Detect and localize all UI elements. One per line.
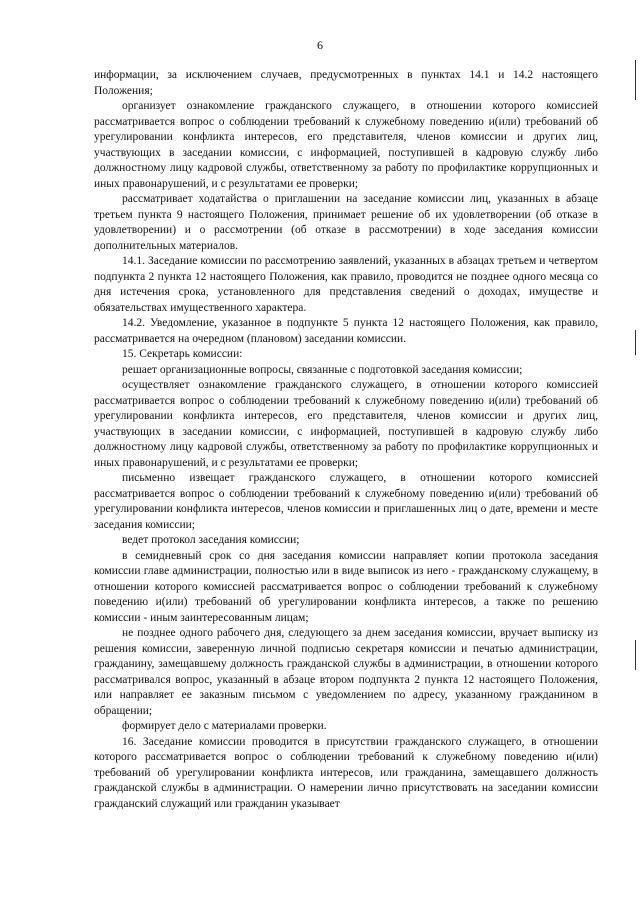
paragraph: формирует дело с материалами проверки. bbox=[122, 720, 327, 732]
paragraph: 14.1. Заседание комиссии по рассмотрению заявлений, указанных в абзацах третьем и четвертом подпункта 2 пункта 12 настоящего Положения, как правило, проводится не позднее одного месяца со дня истечения срока, установленного для представления сведений о доходах, имуществе и обязательствах имущественного характера. bbox=[94, 255, 598, 314]
scan-edge-mark bbox=[635, 640, 636, 670]
paragraph: в семидневный срок со дня заседания комиссии направляет копии протокола заседания комиссии главе администрации, полностью или в виде выписок из него - гражданскому служащему, в отношении которого комиссией рассматривается вопрос о соблюдении требований к служебному поведению и(или) требований об урегулировании конфликта интересов, а также по решению комиссии - иным заинтересованным лицам; bbox=[94, 549, 598, 624]
paragraph: письменно извещает гражданского служащего, в отношении которого комиссией рассматривается вопрос о соблюдении требований к служебному поведению и(или) требований об урегулировании конфликта интересов, членов комиссии и приглашенных лиц о дате, времени и месте заседания комиссии; bbox=[94, 472, 598, 531]
paragraph: информации, за исключением случаев, предусмотренных в пунктах 14.1 и 14.2 настоящего Положения; bbox=[94, 69, 598, 97]
page-number: 6 bbox=[317, 38, 323, 52]
paragraph: не позднее одного рабочего дня, следующего за днем заседания комиссии, вручает выписку из решения комиссии, заверенную личной подписью секретаря комиссии и печатью администрации, гражданину, замещавшему должность гражданской службы в администрации, в отношении которого рассматривался вопрос, указанный в абзаце втором подпункта 2 пункта 12 настоящего Положения, или направляет ее заказным письмом с уведомлением по адресу, указанному гражданином в обращении; bbox=[94, 627, 598, 717]
scan-edge-mark bbox=[635, 330, 636, 355]
paragraph: ведет протокол заседания комиссии; bbox=[122, 534, 300, 546]
paragraph: рассматривает ходатайства о приглашении на заседание комиссии лиц, указанных в абзаце третьем пункта 9 настоящего Положения, принимает решение об их удовлетворении (об отказе в удовлетворении) и о рассмотрении (об отказе в рассмотрении) в ходе заседания комиссии дополнительных материалов. bbox=[94, 193, 598, 252]
scan-edge-mark bbox=[635, 60, 636, 100]
paragraph: организует ознакомление гражданского служащего, в отношении которого комиссией рассматривается вопрос о соблюдении требований к служебному поведению и(или) требований об урегулировании конфликта интересов, его представителя, членов комиссии и других лиц, участвующих в заседании комиссии, с информацией, поступившей в кадровую службу либо должностному лицу кадровой службы, ответственному за работу по профилактике коррупционных и иных правонарушений, и с результатами ее проверки; bbox=[94, 100, 598, 190]
paragraph: решает организационные вопросы, связанные с подготовкой заседания комиссии; bbox=[122, 363, 523, 376]
paragraph: осуществляет ознакомление гражданского служащего, в отношении которого комиссией рассматривается вопрос о соблюдении требований к служебному поведению и(или) требований об урегулировании конфликта интересов, его представителя, членов комиссии и других лиц, участвующих в заседании комиссии, с информацией, поступившей в кадровую службу либо должностному лицу кадровой службы, ответственному за работу по профилактике коррупционных и иных правонарушений, и с результатами ее проверки; bbox=[94, 379, 598, 469]
document-body bbox=[94, 68, 598, 812]
paragraph: 15. Секретарь комиссии: bbox=[122, 348, 243, 360]
paragraph: 16. Заседание комиссии проводится в присутствии гражданского служащего, в отношении которого рассматривается вопрос о соблюдении требований к служебному поведению и(или) требований об урегулировании конфликта интересов, или гражданина, замещавшего должность гражданской службы в администрации. О намерении лично присутствовать на заседании комиссии гражданский служащий или гражданин указывает bbox=[94, 735, 598, 810]
paragraph: 14.2. Уведомление, указанное в подпункте 5 пункта 12 настоящего Положения, как правило, рассматривается на очередном (плановом) заседании комиссии. bbox=[94, 317, 598, 345]
